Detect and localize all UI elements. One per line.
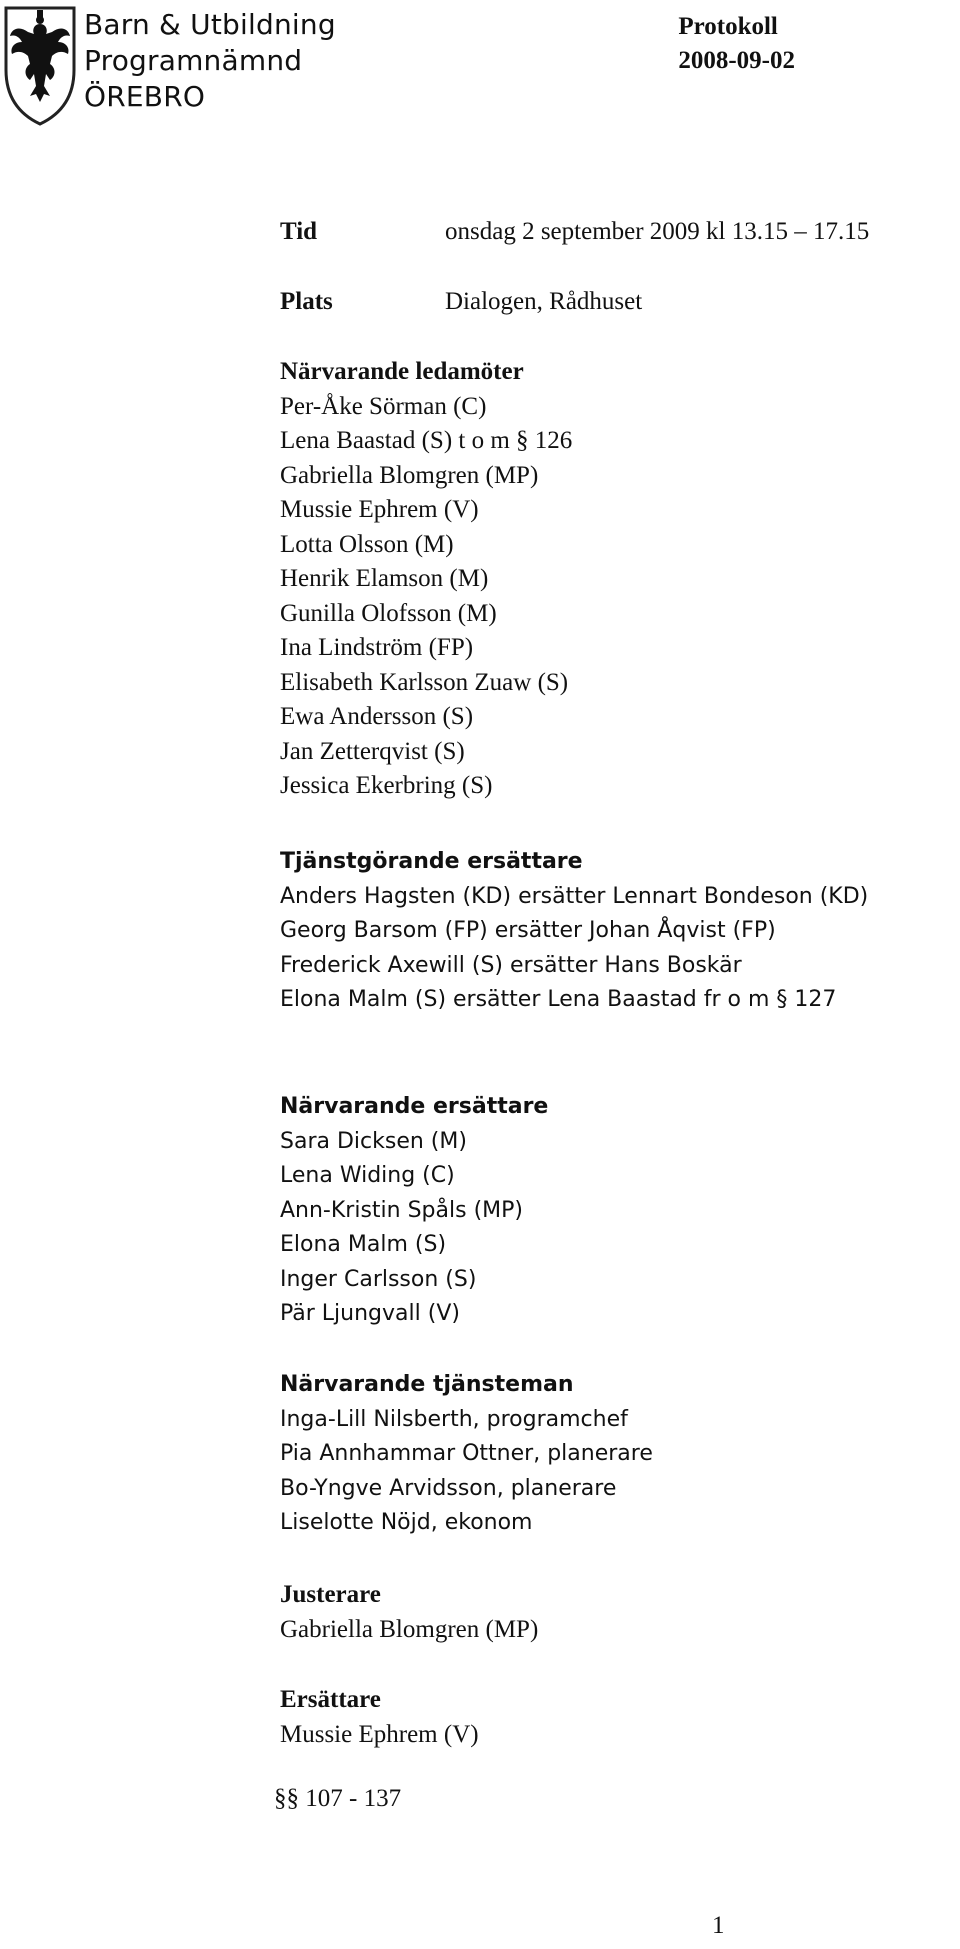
section-heading: Ersättare: [280, 1686, 381, 1713]
coat-of-arms-icon: [0, 0, 80, 128]
list-item: Ina Lindström (FP): [280, 634, 474, 661]
list-item: Bo-Yngve Arvidsson, planerare: [280, 1475, 617, 1501]
section-members-present: [280, 355, 572, 804]
time-label: Tid: [280, 218, 318, 245]
list-item: Anders Hagsten (KD) ersätter Lennart Bondeson (KD): [280, 883, 869, 909]
list-item: Ann-Kristin Spåls (MP): [280, 1197, 523, 1223]
section-serving-substitutes: [280, 845, 868, 1018]
page-number: 1: [712, 1912, 725, 1939]
paragraph-range: §§ 107 - 137: [274, 1785, 402, 1812]
logo-text-line2: Programnämnd: [84, 44, 303, 77]
list-item: Frederick Axewill (S) ersätter Hans Boskär: [280, 952, 742, 978]
list-item: Elisabeth Karlsson Zuaw (S): [280, 668, 569, 696]
list-item: Sara Dicksen (M): [280, 1128, 467, 1154]
list-item: Elona Malm (S) ersätter Lena Baastad fr o m § 127: [280, 987, 837, 1012]
section-officials-present: [280, 1368, 653, 1541]
document-date: 2008-09-02: [678, 47, 795, 74]
logo-text-line1: Barn & Utbildning: [84, 8, 336, 41]
list-item: Mussie Ephrem (V): [280, 496, 479, 523]
section-heading: Närvarande ledamöter: [280, 358, 524, 385]
list-item: Inga-Lill Nilsberth, programchef: [280, 1406, 628, 1432]
list-item: Gabriella Blomgren (MP): [280, 1615, 539, 1643]
list-item: Lotta Olsson (M): [280, 530, 454, 558]
list-item: Georg Barsom (FP) ersätter Johan Åqvist (FP): [280, 918, 776, 943]
list-item: Elona Malm (S): [280, 1232, 447, 1257]
list-item: Lena Baastad (S) t o m § 126: [280, 427, 573, 454]
document-title: Protokoll: [678, 13, 778, 40]
list-item: Mussie Ephrem (V): [280, 1720, 479, 1748]
list-item: Pia Annhammar Ottner, planerare: [280, 1441, 653, 1466]
section-adjuster: [280, 1578, 538, 1647]
document-header: [678, 10, 795, 78]
list-item: Lena Widing (C): [280, 1163, 455, 1188]
place-value: Dialogen, Rådhuset: [445, 288, 643, 315]
organization-logo: [0, 0, 360, 130]
list-item: Ewa Andersson (S): [280, 703, 474, 730]
section-heading: Tjänstgörande ersättare: [280, 849, 583, 874]
logo-text-line3: ÖREBRO: [84, 80, 206, 113]
list-item: Pär Ljungvall (V): [280, 1301, 460, 1326]
list-item: Gabriella Blomgren (MP): [280, 461, 539, 489]
list-item: Henrik Elamson (M): [280, 565, 489, 592]
list-item: Jessica Ekerbring (S): [280, 772, 493, 799]
time-value: onsdag 2 september 2009 kl 13.15 – 17.15: [445, 218, 870, 245]
place-label: Plats: [280, 288, 333, 315]
list-item: Liselotte Nöjd, ekonom: [280, 1510, 533, 1535]
list-item: Jan Zetterqvist (S): [280, 737, 465, 765]
section-heading: Justerare: [280, 1581, 381, 1608]
section-heading: Närvarande tjänsteman: [280, 1372, 574, 1397]
section-substitute: [280, 1683, 479, 1752]
section-heading: Närvarande ersättare: [280, 1094, 549, 1119]
section-substitutes-present: [280, 1090, 548, 1332]
list-item: Gunilla Olofsson (M): [280, 599, 497, 627]
list-item: Per-Åke Sörman (C): [280, 392, 487, 420]
list-item: Inger Carlsson (S): [280, 1266, 477, 1292]
